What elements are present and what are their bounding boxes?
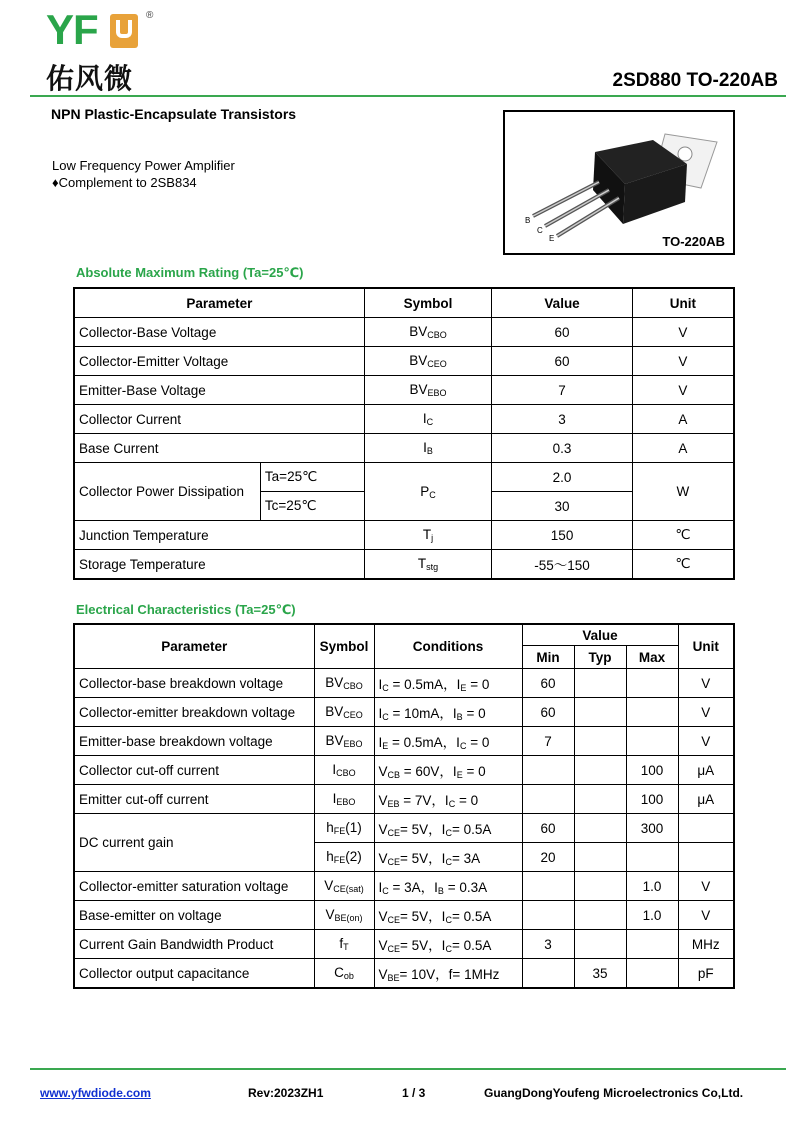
elec-symbol: $I_{EBO}$ [314, 785, 374, 814]
elec-symbol: $BV_{EBO}$ [314, 727, 374, 756]
table-row [74, 872, 734, 901]
abs-header-value: Value [492, 288, 633, 318]
power-cond-ta: Ta=25℃ [260, 463, 364, 492]
pin-label-c: C [537, 226, 543, 235]
power-value-ta: 2.0 [492, 463, 633, 492]
elec-unit: V [678, 727, 734, 756]
abs-row-value: -55～150 [492, 550, 633, 580]
feature-line-2: ♦Complement to 2SB834 [52, 175, 197, 190]
abs-row-unit: V [632, 318, 734, 347]
elec-title: Electrical Characteristics (Ta=25℃) [76, 602, 296, 617]
elec-symbol: $V_{CE(sat)}$ [314, 872, 374, 901]
elec-max: 100 [626, 785, 678, 814]
elec-typ [574, 930, 626, 959]
abs-max-title: Absolute Maximum Rating (Ta=25℃) [76, 265, 304, 280]
elec-typ [574, 669, 626, 698]
elec-max [626, 698, 678, 727]
abs-header-parameter: Parameter [74, 288, 364, 318]
abs-row-param: Base Current [74, 434, 364, 463]
abs-row-symbol: $I_C$ [364, 405, 492, 434]
table-row [74, 959, 734, 989]
elec-max [626, 930, 678, 959]
elec-max [626, 959, 678, 989]
elec-header-parameter: Parameter [74, 624, 314, 669]
abs-row-symbol: $T_{stg}$ [364, 550, 492, 580]
table-row [74, 930, 734, 959]
elec-conditions: $V_{EB} = 7V$，$I_C = 0$ [374, 785, 522, 814]
elec-unit: MHz [678, 930, 734, 959]
table-row [74, 785, 734, 814]
feature-line-1: Low Frequency Power Amplifier [52, 158, 235, 173]
elec-typ [574, 901, 626, 930]
dc-gain-max-1: 300 [626, 814, 678, 843]
table-row [74, 434, 734, 463]
abs-header-symbol: Symbol [364, 288, 492, 318]
abs-row-param: Collector Current [74, 405, 364, 434]
elec-unit: μA [678, 756, 734, 785]
elec-min: 7 [522, 727, 574, 756]
elec-header-symbol: Symbol [314, 624, 374, 669]
abs-row-value: 60 [492, 347, 633, 376]
abs-row-unit: V [632, 376, 734, 405]
table-row [74, 901, 734, 930]
abs-row-unit: ℃ [632, 521, 734, 550]
abs-row-symbol: $BV_{CEO}$ [364, 347, 492, 376]
elec-conditions: $I_C = 3A$，$I_B = 0.3A$ [374, 872, 522, 901]
abs-row-unit: ℃ [632, 550, 734, 580]
abs-row-value: 60 [492, 318, 633, 347]
elec-unit: pF [678, 959, 734, 989]
elec-param: Current Gain Bandwidth Product [74, 930, 314, 959]
table-row [74, 347, 734, 376]
abs-row-unit: A [632, 405, 734, 434]
elec-unit: V [678, 872, 734, 901]
package-figure [503, 110, 735, 255]
dc-gain-unit-2 [678, 843, 734, 872]
elec-max: 1.0 [626, 901, 678, 930]
elec-param: Collector cut-off current [74, 756, 314, 785]
elec-conditions: $V_{CE}= 5V$，$I_C= 0.5A$ [374, 901, 522, 930]
power-symbol: $P_C$ [364, 463, 492, 521]
elec-typ [574, 698, 626, 727]
table-row [74, 376, 734, 405]
website-link[interactable]: www.yfwdiode.com [40, 1086, 151, 1100]
dc-gain-min-1: 60 [522, 814, 574, 843]
dc-gain-param: DC current gain [74, 814, 314, 872]
footer-company: GuangDongYoufeng Microelectronics Co,Ltd. [484, 1086, 744, 1100]
abs-row-value: 150 [492, 521, 633, 550]
abs-row-unit: V [632, 347, 734, 376]
elec-symbol: $V_{BE(on)}$ [314, 901, 374, 930]
dc-gain-cond-1: $V_{CE}= 5V$，$I_C= 0.5A$ [374, 814, 522, 843]
elec-min: 3 [522, 930, 574, 959]
elec-param: Collector-base breakdown voltage [74, 669, 314, 698]
pin-label-e: E [549, 234, 555, 243]
abs-row-symbol: $BV_{EBO}$ [364, 376, 492, 405]
elec-min [522, 959, 574, 989]
dc-gain-min-2: 20 [522, 843, 574, 872]
elec-conditions: $V_{CE}= 5V$，$I_C= 0.5A$ [374, 930, 522, 959]
dc-gain-symbol-1: $h_{FE}(1)$ [314, 814, 374, 843]
abs-row-symbol: $I_B$ [364, 434, 492, 463]
table-row [74, 669, 734, 698]
elec-header-unit: Unit [678, 624, 734, 669]
abs-row-param: Collector-Emitter Voltage [74, 347, 364, 376]
abs-row-value: 7 [492, 376, 633, 405]
elec-unit: V [678, 698, 734, 727]
elec-typ [574, 785, 626, 814]
elec-conditions: $V_{BE}= 10V$，f= 1MHz [374, 959, 522, 989]
dc-gain-cond-2: $V_{CE}= 5V$，$I_C= 3A$ [374, 843, 522, 872]
elec-symbol: $C_{ob}$ [314, 959, 374, 989]
table-row [74, 698, 734, 727]
power-dissipation-param: Collector Power Dissipation [74, 463, 260, 521]
package-label: TO-220AB [662, 234, 725, 249]
abs-row-unit: A [632, 434, 734, 463]
elec-header-typ: Typ [574, 646, 626, 669]
abs-max-table [73, 287, 735, 580]
elec-header-conditions: Conditions [374, 624, 522, 669]
table-row [74, 550, 734, 580]
elec-min [522, 901, 574, 930]
elec-min: 60 [522, 698, 574, 727]
elec-min: 60 [522, 669, 574, 698]
elec-min [522, 872, 574, 901]
elec-symbol: $BV_{CEO}$ [314, 698, 374, 727]
elec-max [626, 669, 678, 698]
table-row [74, 521, 734, 550]
elec-symbol: $BV_{CBO}$ [314, 669, 374, 698]
logo-w-box [110, 14, 138, 48]
dc-gain-max-2 [626, 843, 678, 872]
elec-min [522, 756, 574, 785]
power-cond-tc: Tc=25℃ [260, 492, 364, 521]
pin-label-b: B [525, 216, 531, 225]
footer-divider [30, 1068, 786, 1070]
elec-max: 1.0 [626, 872, 678, 901]
footer-url[interactable] [40, 1086, 151, 1100]
elec-unit: μA [678, 785, 734, 814]
abs-row-param: Junction Temperature [74, 521, 364, 550]
footer-revision: Rev:2023ZH1 [248, 1086, 324, 1100]
elec-typ [574, 727, 626, 756]
elec-param: Base-emitter on voltage [74, 901, 314, 930]
elec-conditions: $I_C = 10mA$，$I_B = 0$ [374, 698, 522, 727]
abs-row-symbol: $T_j$ [364, 521, 492, 550]
dc-gain-symbol-2: $h_{FE}(2)$ [314, 843, 374, 872]
footer-page-number: 1 / 3 [402, 1086, 426, 1100]
logo-chinese-name: 佑风微 [46, 62, 134, 95]
elec-typ [574, 756, 626, 785]
elec-param: Emitter-base breakdown voltage [74, 727, 314, 756]
part-title: 2SD880 TO-220AB [612, 70, 778, 91]
elec-conditions: $I_C = 0.5mA$，$I_E = 0$ [374, 669, 522, 698]
dc-gain-unit-1 [678, 814, 734, 843]
header-divider [30, 95, 786, 97]
elec-conditions: $V_{CB} = 60V$，$I_E = 0$ [374, 756, 522, 785]
dc-gain-typ-2 [574, 843, 626, 872]
elec-min [522, 785, 574, 814]
abs-row-param: Collector-Base Voltage [74, 318, 364, 347]
elec-param: Collector output capacitance [74, 959, 314, 989]
power-unit: W [632, 463, 734, 521]
table-row [74, 727, 734, 756]
elec-typ: 35 [574, 959, 626, 989]
elec-param: Collector-emitter breakdown voltage [74, 698, 314, 727]
power-value-tc: 30 [492, 492, 633, 521]
elec-symbol: $I_{CBO}$ [314, 756, 374, 785]
table-row [74, 405, 734, 434]
abs-header-unit: Unit [632, 288, 734, 318]
electrical-table [73, 623, 735, 989]
document-subtitle: NPN Plastic-Encapsulate Transistors [51, 106, 297, 122]
elec-symbol: $f_T$ [314, 930, 374, 959]
elec-max: 100 [626, 756, 678, 785]
abs-row-param: Emitter-Base Voltage [74, 376, 364, 405]
elec-unit: V [678, 669, 734, 698]
elec-unit: V [678, 901, 734, 930]
table-row [74, 318, 734, 347]
dc-gain-typ-1 [574, 814, 626, 843]
elec-header-max: Max [626, 646, 678, 669]
abs-row-value: 3 [492, 405, 633, 434]
registered-mark: ® [146, 10, 154, 21]
table-row [74, 756, 734, 785]
abs-row-value: 0.3 [492, 434, 633, 463]
elec-max [626, 727, 678, 756]
elec-typ [574, 872, 626, 901]
elec-param: Emitter cut-off current [74, 785, 314, 814]
elec-header-value: Value [522, 624, 678, 646]
elec-param: Collector-emitter saturation voltage [74, 872, 314, 901]
abs-row-symbol: $BV_{CBO}$ [364, 318, 492, 347]
abs-row-param: Storage Temperature [74, 550, 364, 580]
elec-conditions: $I_E = 0.5mA$，$I_C = 0$ [374, 727, 522, 756]
logo-mark: YF [46, 6, 98, 53]
elec-header-min: Min [522, 646, 574, 669]
